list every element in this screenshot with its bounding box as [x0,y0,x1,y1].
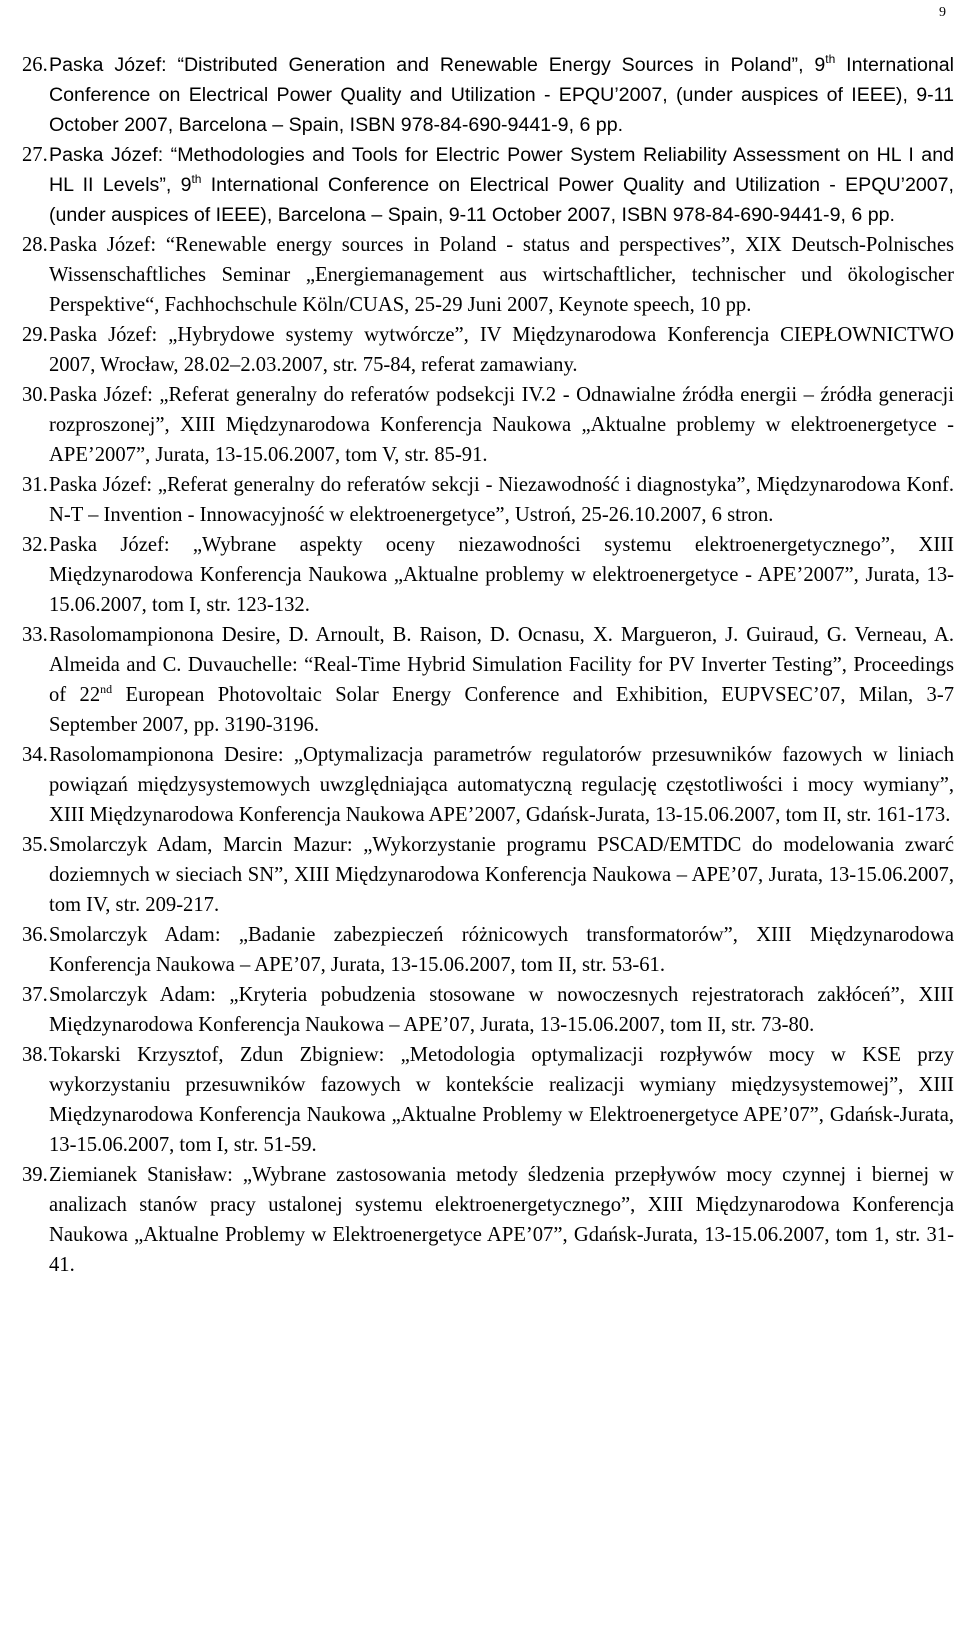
reference-number: 29. [22,324,48,346]
reference-item [22,740,954,830]
reference-number: 35. [22,834,48,856]
reference-text-segment: Smolarczyk Adam, Marcin Mazur: „Wykorzystanie programu PSCAD/EMTDC do modelowania zwarć doziemnych w sieciach SN”, XIII Międzynarodowa Konferencja Naukowa – APE’07, Jurata, 13-15.06.2007, tom IV, str. 209-217. [49,834,954,916]
reference-text-segment: Smolarczyk Adam: „Kryteria pobudzenia stosowane w nowoczesnych rejestratorach zakłóceń”, XIII Międzynarodowa Konferencja Naukowa – APE’07, Jurata, 13-15.06.2007, tom II, str. 73-80. [49,984,954,1036]
reference-number: 33. [22,624,48,646]
reference-text-segment: Paska Józef: “Distributed Generation and Renewable Energy Sources in Poland”, 9 [49,54,826,76]
reference-text-segment: Rasolomampionona Desire, D. Arnoult, B. Raison, D. Ocnasu, X. Margueron, J. Guiraud, G. Verneau, A. Almeida and C. Duvauchelle: “Real-Time Hybrid Simulation Facility for PV Inverter Testing”, Proceedings of 22 [49,624,954,706]
reference-number: 26. [22,54,48,76]
reference-item [22,320,954,380]
reference-text [49,54,954,136]
reference-text [49,984,954,1036]
reference-text [49,924,954,976]
reference-item [22,140,954,230]
reference-text-segment: International Conference on Electrical Power Quality and Utilization - EPQU’2007, (under auspices of IEEE), 9-11 October 2007, Barcelona – Spain, ISBN 978-84-690-9441-9, 6 pp. [49,54,954,136]
reference-text [49,324,954,376]
reference-item [22,830,954,920]
reference-number: 31. [22,474,48,496]
reference-text [49,744,954,826]
reference-text-segment: Tokarski Krzysztof, Zdun Zbigniew: „Metodologia optymalizacji rozpływów mocy w KSE przy wykorzystaniu przesuwników fazowych w kontekście realizacji wymiany międzysystemowej”, XIII Międzynarodowa Konferencja Naukowa „Aktualne Problemy w Elektroenergetyce APE’07”, Gdańsk-Jurata, 13-15.06.2007, tom I, str. 51-59. [49,1044,954,1156]
reference-item [22,1040,954,1160]
reference-text-segment: Ziemianek Stanisław: „Wybrane zastosowania metody śledzenia przepływów mocy czynnej i biernej w analizach stanów pracy ustalonej systemu elektroenergetycznego”, XIII Międzynarodowa Konferencja Naukowa „Aktualne Problemy w Elektroenergetyce APE’07”, Gdańsk-Jurata, 13-15.06.2007, tom 1, str. 31-41. [49,1164,954,1276]
reference-text-segment: International Conference on Electrical Power Quality and Utilization - EPQU’2007, (under auspices of IEEE), Barcelona – Spain, 9-11 October 2007, ISBN 978-84-690-9441-9, 6 pp. [49,174,954,226]
reference-item [22,1160,954,1280]
reference-text-segment: Paska Józef: „Hybrydowe systemy wytwórcze”, IV Międzynarodowa Konferencja CIEPŁOWNICTWO 2007, Wrocław, 28.02–2.03.2007, str. 75-84, referat zamawiany. [49,324,954,376]
reference-item [22,470,954,530]
page-number: 9 [939,5,946,20]
reference-number: 39. [22,1164,48,1186]
reference-text [49,384,954,466]
reference-text-segment: Paska Józef: “Renewable energy sources in Poland - status and perspectives”, XIX Deutsch-Polnisches Wissenschaftliches Seminar „Energiemanagement aus wirtschaftlicher, technischer und ökologischer Perspektive“, Fachhochschule Köln/CUAS, 25-29 Juni 2007, Keynote speech, 10 pp. [49,234,954,316]
reference-text [49,1044,954,1156]
reference-item [22,50,954,140]
reference-item [22,230,954,320]
reference-text [49,234,954,316]
reference-text-segment: Rasolomampionona Desire: „Optymalizacja parametrów regulatorów przesuwników fazowych w liniach powiązań międzysystemowych uwzględniająca automatyczną regulację częstotliwości i mocy wymiany”, XIII Międzynarodowa Konferencja Naukowa APE’2007, Gdańsk-Jurata, 13-15.06.2007, tom II, str. 161-173. [49,744,954,826]
reference-text [49,624,954,736]
reference-text-segment: Paska Józef: „Referat generalny do referatów podsekcji IV.2 - Odnawialne źródła energii – źródła generacji rozproszonej”, XIII Międzynarodowa Konferencja Naukowa „Aktualne problemy w elektroenergetyce - APE’2007”, Jurata, 13-15.06.2007, tom V, str. 85-91. [49,384,954,466]
reference-number: 28. [22,234,48,256]
reference-text [49,1164,954,1276]
reference-item [22,980,954,1040]
reference-number: 30. [22,384,48,406]
reference-item [22,620,954,740]
reference-number: 34. [22,744,48,766]
reference-number: 36. [22,924,48,946]
ordinal-superscript: th [191,172,202,186]
reference-text [49,474,954,526]
reference-text-segment: European Photovoltaic Solar Energy Conference and Exhibition, EUPVSEC’07, Milan, 3-7 September 2007, pp. 3190-3196. [49,684,954,736]
reference-text-segment: Paska Józef: “Methodologies and Tools for Electric Power System Reliability Assessment on HL I and HL II Levels”, 9 [49,144,954,196]
reference-text-segment: Paska Józef: „Wybrane aspekty oceny niezawodności systemu elektroenergetycznego”, XIII Międzynarodowa Konferencja Naukowa „Aktualne problemy w elektroenergetyce - APE’2007”, Jurata, 13-15.06.2007, tom I, str. 123-132. [49,534,954,616]
ordinal-superscript: th [825,52,836,66]
reference-number: 38. [22,1044,48,1066]
reference-text [49,834,954,916]
reference-item [22,530,954,620]
reference-number: 37. [22,984,48,1006]
reference-text [49,534,954,616]
reference-number: 27. [22,144,48,166]
reference-item [22,920,954,980]
reference-text-segment: Smolarczyk Adam: „Badanie zabezpieczeń różnicowych transformatorów”, XIII Międzynarodowa Konferencja Naukowa – APE’07, Jurata, 13-15.06.2007, tom II, str. 53-61. [49,924,954,976]
reference-number: 32. [22,534,48,556]
reference-item [22,380,954,470]
ordinal-superscript: nd [100,682,113,696]
reference-list [22,50,954,1280]
reference-text-segment: Paska Józef: „Referat generalny do referatów sekcji - Niezawodność i diagnostyka”, Międzynarodowa Konf. N-T – Invention - Innowacyjność w elektroenergetyce”, Ustroń, 25-26.10.2007, 6 stron. [49,474,954,526]
reference-text [49,144,954,226]
